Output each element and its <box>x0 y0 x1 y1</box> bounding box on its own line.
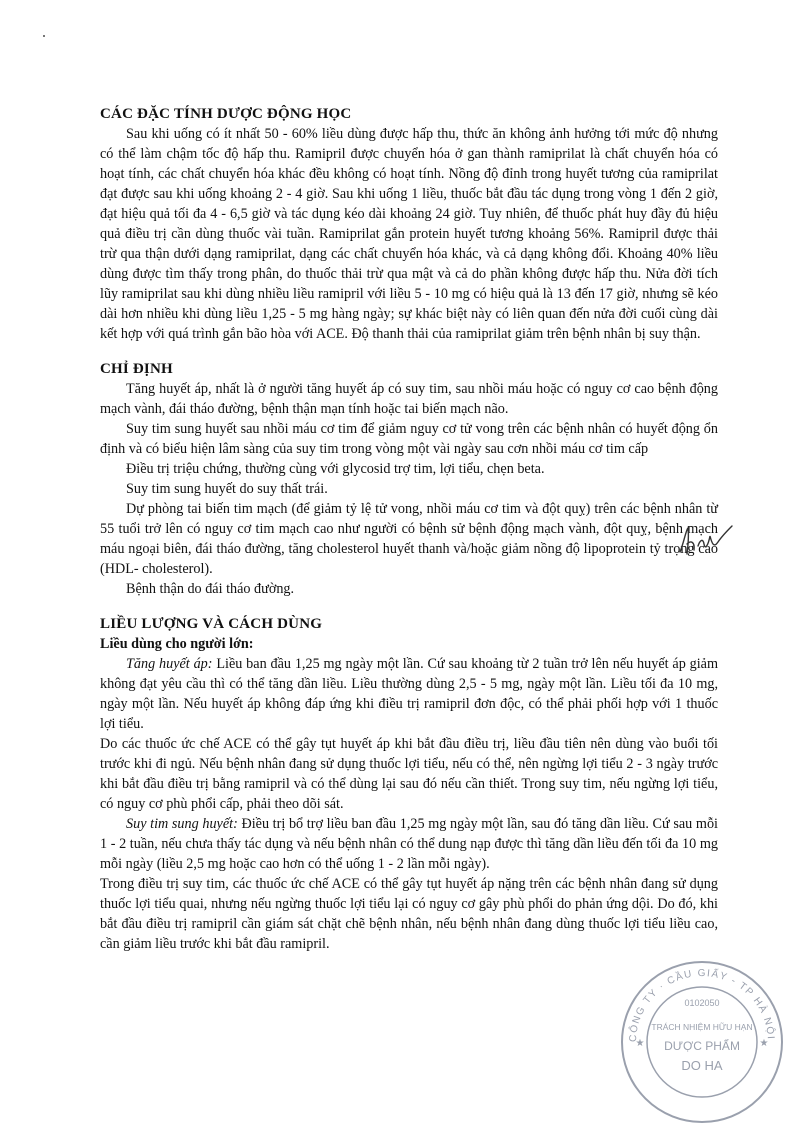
scan-speck <box>43 35 45 37</box>
seal-star-left-icon: ★ <box>635 1038 645 1049</box>
heart-failure-text: Điều trị bổ trợ liều ban đầu 1,25 mg ngày một lần, sau đó tăng dần liều. Cứ sau mỗi 1 - 2 tuần, nếu chưa thấy tác dụng và nếu bệnh nhân có thể dung nạp được thì tăng dần liều đến tối đa 10 mg mỗi ngày (liều 2,5 mg hoặc cao hơn có thể uống 1 - 2 lần mỗi ngày). <box>100 816 718 872</box>
document-content <box>100 104 718 969</box>
heart-failure-label: Suy tim sung huyết: <box>126 816 238 832</box>
hypertension-label: Tăng huyết áp: <box>126 656 213 672</box>
seal-line-1: TRÁCH NHIỆM HỮU HẠN <box>651 1022 753 1032</box>
dosage-section <box>100 614 718 954</box>
indication-paragraph-1: Tăng huyết áp, nhất là ở người tăng huyết áp có suy tim, sau nhồi máu hoặc có nguy cơ cao bệnh động mạch vành, đái tháo đường, bệnh thận mạn tính hoặc tai biến mạch não. <box>100 381 718 417</box>
dosage-hypertension-paragraph <box>100 654 718 734</box>
seal-star-right-icon: ★ <box>759 1038 769 1049</box>
indication-paragraph-3: Điều trị triệu chứng, thường cùng với glycosid trợ tim, lợi tiểu, chẹn beta. <box>126 461 545 477</box>
indication-paragraph-2: Suy tim sung huyết sau nhồi máu cơ tim để giảm nguy cơ tử vong trên các bệnh nhân có huyết động ổn định và có biểu hiện lâm sàng của suy tim trong vòng một vài ngày sau cơn nhồi máu cơ tim cấp <box>100 421 718 457</box>
seal-number: 0102050 <box>684 998 720 1008</box>
indication-paragraph-6: Bệnh thận do đái tháo đường. <box>126 581 295 597</box>
dosage-ace-paragraph: Do các thuốc ức chế ACE có thể gây tụt huyết áp khi bắt đầu điều trị, liều đầu tiên nên dùng vào buổi tối trước khi đi ngủ. Nếu bệnh nhân đang sử dụng thuốc lợi tiểu, nếu có thể, nên ngừng lợi tiểu 2 - 3 ngày trước khi bắt đầu điều trị bằng ramipril và có thể dùng lại sau đó nếu cần thiết. Trong suy tim, nếu ngừng lợi tiểu, có nguy cơ phù phổi cấp, phải theo dõi sát. <box>100 736 718 812</box>
dosage-final-paragraph: Trong điều trị suy tim, các thuốc ức chế ACE có thể gây tụt huyết áp nặng trên các bệnh nhân đang sử dụng thuốc lợi tiểu quai, nhưng nếu ngừng thuốc lợi tiểu lại có nguy cơ gây phù phổi do phản ứng dội. Do đó, khi bắt đầu điều trị ramipril cần giám sát chặt chẽ bệnh nhân, nếu bệnh nhân đang dùng thuốc lợi tiểu liều cao, cần giảm liều trước khi bắt đầu ramipril. <box>100 876 718 952</box>
indication-paragraph-4: Suy tim sung huyết do suy thất trái. <box>126 481 328 497</box>
dosage-heart-failure-paragraph <box>100 814 718 874</box>
pharmacokinetics-section <box>100 104 718 344</box>
handwritten-signature <box>676 522 734 562</box>
seal-line-2: DƯỢC PHẨM <box>664 1039 740 1053</box>
indications-section <box>100 359 718 599</box>
company-seal <box>618 958 786 1126</box>
seal-line-3: DO HA <box>681 1058 723 1073</box>
indication-paragraph-5: Dự phòng tai biến tim mạch (để giảm tỷ lệ tử vong, nhồi máu cơ tim và đột quỵ) trên các bệnh nhân từ 55 tuổi trở lên có nguy cơ tim mạch cao như người có bệnh sử bệnh động mạch vành, đột quỵ, bệnh mạch máu ngoại biên, đái tháo đường, tăng cholesterol huyết thanh và/hoặc giảm nồng độ lipoprotein tỷ trọng cao (HDL- cholesterol). <box>100 501 718 577</box>
dosage-adult-subheading: Liều dùng cho người lớn: <box>100 636 254 652</box>
pharmacokinetics-heading: CÁC ĐẶC TÍNH DƯỢC ĐỘNG HỌC <box>100 106 352 122</box>
hypertension-text: Liều ban đầu 1,25 mg ngày một lần. Cứ sau khoảng từ 2 tuần trở lên nếu huyết áp giảm không đạt yêu cầu thì có thể tăng dần liều. Liều thường dùng 2,5 - 5 mg, ngày một lần. Liều tối đa 10 mg, ngày một lần. Nếu huyết áp không đáp ứng khi điều trị ramipril đơn độc, có thể phải phối hợp với 1 thuốc lợi tiểu. <box>100 656 719 732</box>
pharmacokinetics-paragraph: Sau khi uống có ít nhất 50 - 60% liều dùng được hấp thu, thức ăn không ảnh hưởng tới mức độ nhưng có thể làm chậm tốc độ hấp thu. Ramipril được chuyển hóa ở gan thành ramiprilat là chất chuyển hóa có hoạt tính, các chất chuyển hóa khác đều không có hoạt tính. Nồng độ đỉnh trong huyết tương của ramiprilat đạt được sau khi uống khoảng 2 - 4 giờ. Sau khi uống 1 liều, thuốc bắt đầu tác dụng trong vòng 1 đến 2 giờ, đạt hiệu quả tối đa 4 - 6,5 giờ và tác dụng kéo dài khoảng 24 giờ. Tuy nhiên, để thuốc phát huy đầy đủ hiệu quả điều trị cần dùng thuốc vài tuần. Ramiprilat gắn protein huyết tương khoảng 56%. Ramipril được thải trừ qua thận dưới dạng ramiprilat, dạng các chất chuyển hóa khác, và cả dạng không đổi. Khoảng 40% liều dùng được tìm thấy trong phân, do thuốc thải trừ qua mật và cả do phần không được hấp thu. Nửa đời tích lũy ramiprilat sau khi dùng nhiều liều ramipril với liều 5 - 10 mg có hiệu quả là 13 đến 17 giờ, nhưng sẽ kéo dài hơn nhiều khi dùng liều 1,25 - 5 mg hàng ngày; sự khác biệt này có liên quan đến nửa đời cuối cùng dài kết hợp với quá trình gắn bão hòa với ACE. Độ thanh thải của ramiprilat giảm trên bệnh nhân bị suy thận. <box>100 126 718 342</box>
dosage-heading: LIỀU LƯỢNG VÀ CÁCH DÙNG <box>100 616 323 632</box>
indications-heading: CHỈ ĐỊNH <box>100 361 173 377</box>
seal-ring-text: CÔNG TY · CẦU GIẤY - TP HÀ NỘI <box>627 967 777 1043</box>
